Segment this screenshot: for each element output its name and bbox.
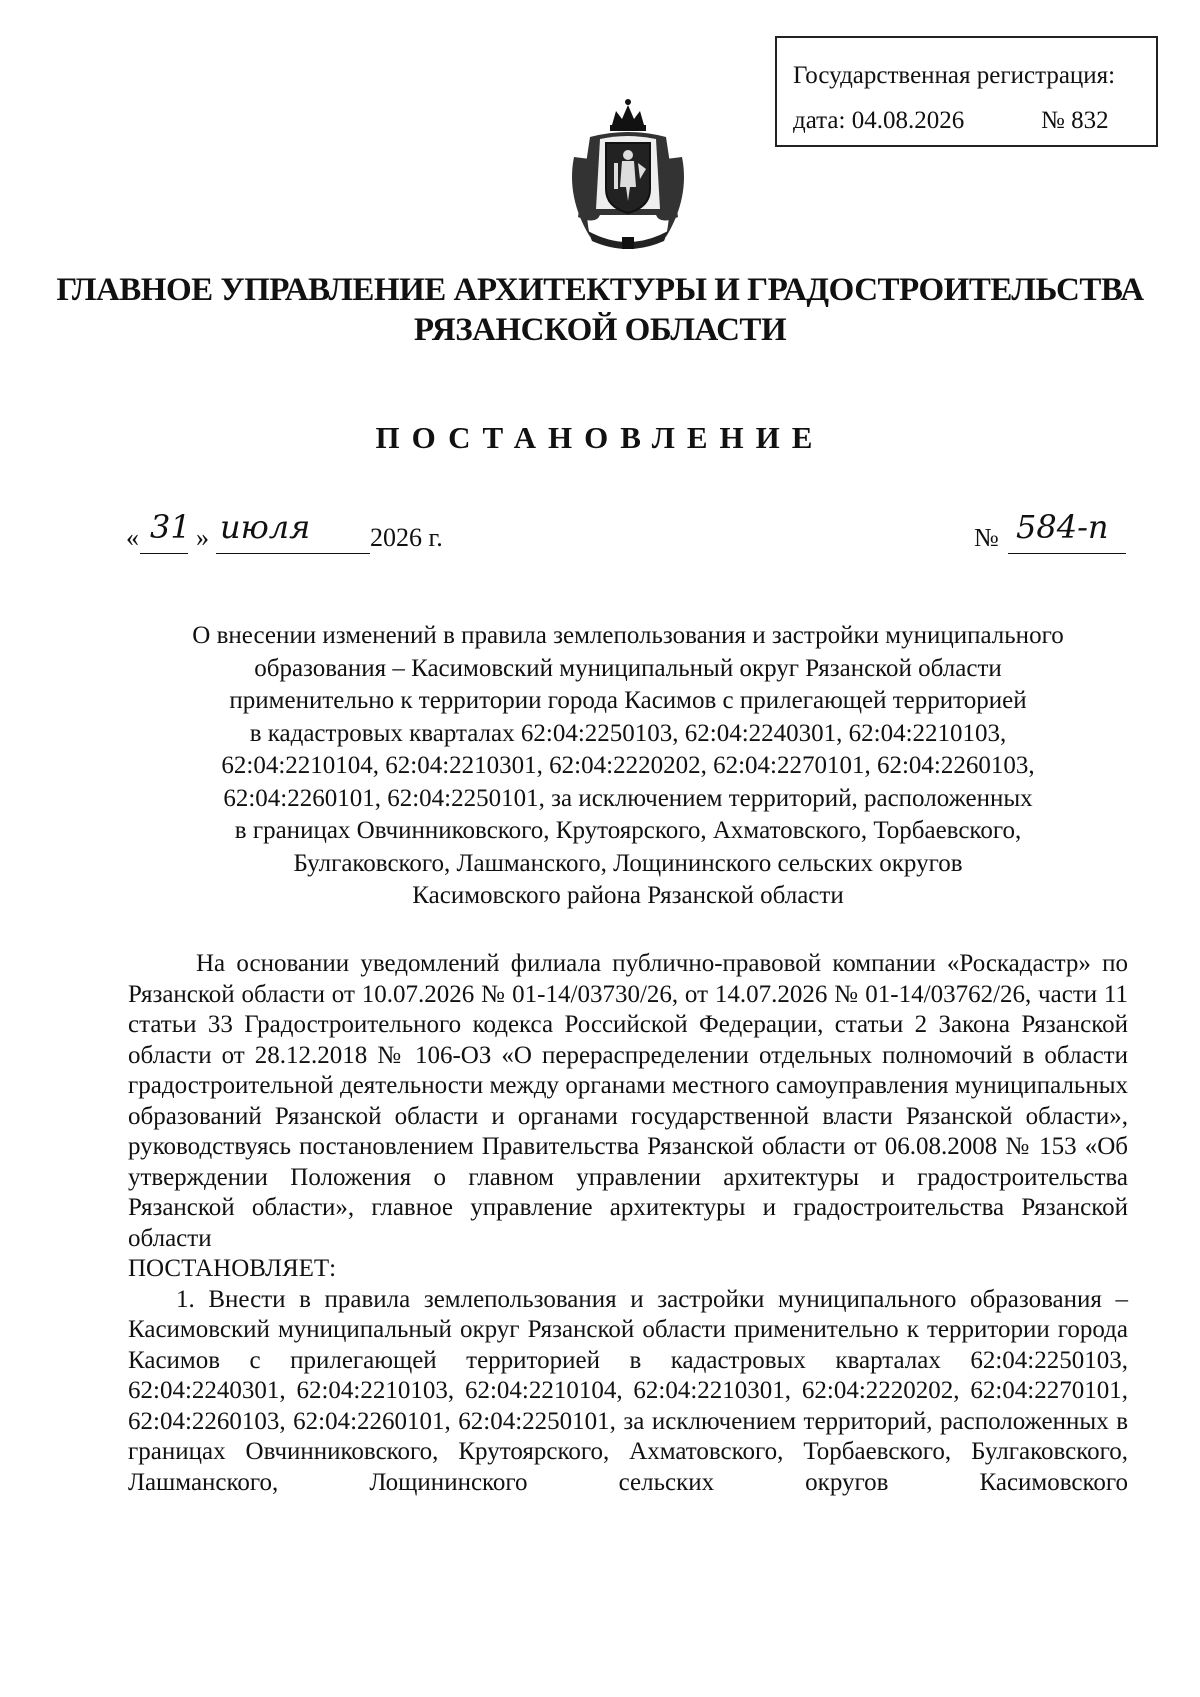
organization-title-line-2: РЯЗАНСКОЙ ОБЛАСТИ xyxy=(413,312,787,348)
number-sign: № xyxy=(974,523,999,552)
date-number-row xyxy=(126,508,1126,558)
subject-line: Булгаковского, Лашманского, Лощининского сельских округов xyxy=(293,849,963,877)
subject-line: образования – Касимовский муниципальный округ Рязанской области xyxy=(254,654,1002,682)
subject-line: Касимовского района Рязанской области xyxy=(412,882,844,909)
registration-date: дата: 04.08.2026 xyxy=(793,107,965,134)
subject-line: применительно к территории города Касимов с прилегающей территорией xyxy=(229,687,1027,714)
day-underline xyxy=(140,553,188,554)
subject-line: в границах Овчинниковского, Крутоярского, Ахматовского, Торбаевского, xyxy=(234,817,1022,844)
document-body xyxy=(128,949,1128,1498)
subject-line: 62:04:2260101, 62:04:2250101, за исключением территорий, расположенных xyxy=(223,784,1033,812)
subject-line: в кадастровых кварталах 62:04:2250103, 62:04:2240301, 62:04:2210103, xyxy=(249,719,1007,747)
date-day-handwritten: 31 xyxy=(150,508,191,546)
registration-number: № 832 xyxy=(1041,107,1109,134)
month-underline xyxy=(216,553,370,554)
registration-label: Государственная регистрация: xyxy=(793,62,1116,89)
registration-stamp xyxy=(775,36,1158,147)
date-year: 2026 г. xyxy=(370,523,443,552)
date-close-quote: » xyxy=(196,523,209,552)
item-1-paragraph: 1. Внести в правила землепользования и застройки муниципального образования – Касимовский муниципальный округ Рязанской области применительно к территории города Касимов с прилегающей территорией в кадастровых кварталах 62:04:2250103, 62:04:2240301, 62:04:2210103, 62:04:2210104, 62:04:2210301, 62:04:2220202, 62:04:2270101, 62:04:2260103, 62:04:2260101, 62:04:2250101, за исключением территорий, расположенных в границах Овчинниковского, Крутоярского, Ахматовского, Торбаевского, Булгаковского, Лашманского, Лощининского сельских округов Касимовского xyxy=(128,1285,1128,1496)
subject-line: О внесении изменений в правила землепользования и застройки муниципального xyxy=(192,622,1064,649)
number-underline xyxy=(1008,553,1126,554)
date-open-quote: « xyxy=(126,523,139,552)
document-type: ПОСТАНОВЛЕНИЕ xyxy=(375,420,825,455)
document-subject xyxy=(128,620,1128,913)
organization-title-line-1: ГЛАВНОЕ УПРАВЛЕНИЕ АРХИТЕКТУРЫ И ГРАДОСТРОИТЕЛЬСТВА xyxy=(56,272,1144,308)
subject-line: 62:04:2210104, 62:04:2210301, 62:04:2220202, 62:04:2270101, 62:04:2260103, xyxy=(221,752,1035,779)
registration-date-row xyxy=(793,107,1109,134)
date-month-handwritten: июля xyxy=(220,508,311,546)
preamble-paragraph: На основании уведомлений филиала публично-правовой компании «Роскадастр» по Рязанской области от 10.07.2026 № 01-14/03730/26, от 14.07.2026 № 01-14/03762/26, части 11 статьи 33 Градостроительного кодекса Российской Федерации, статьи 2 Закона Рязанской области от 28.12.2018 № 106-ОЗ «О перераспределении отдельных полномочий в области градостроительной деятельности между органами местного самоуправления муниципальных образований Рязанской области и органами государственной власти Рязанской области», руководствуясь постановлением Правительства Рязанской области от 06.08.2008 № 153 «Об утверждении Положения о главном управлении архитектуры и градостроительства Рязанской области», главное управление архитектуры и градостроительства Рязанской области xyxy=(128,950,1128,1252)
document-number-handwritten: 584-п xyxy=(1016,508,1109,546)
coat-of-arms-icon xyxy=(560,97,696,255)
decree-word: ПОСТАНОВЛЯЕТ: xyxy=(128,1255,337,1282)
organization-title xyxy=(0,270,1200,350)
